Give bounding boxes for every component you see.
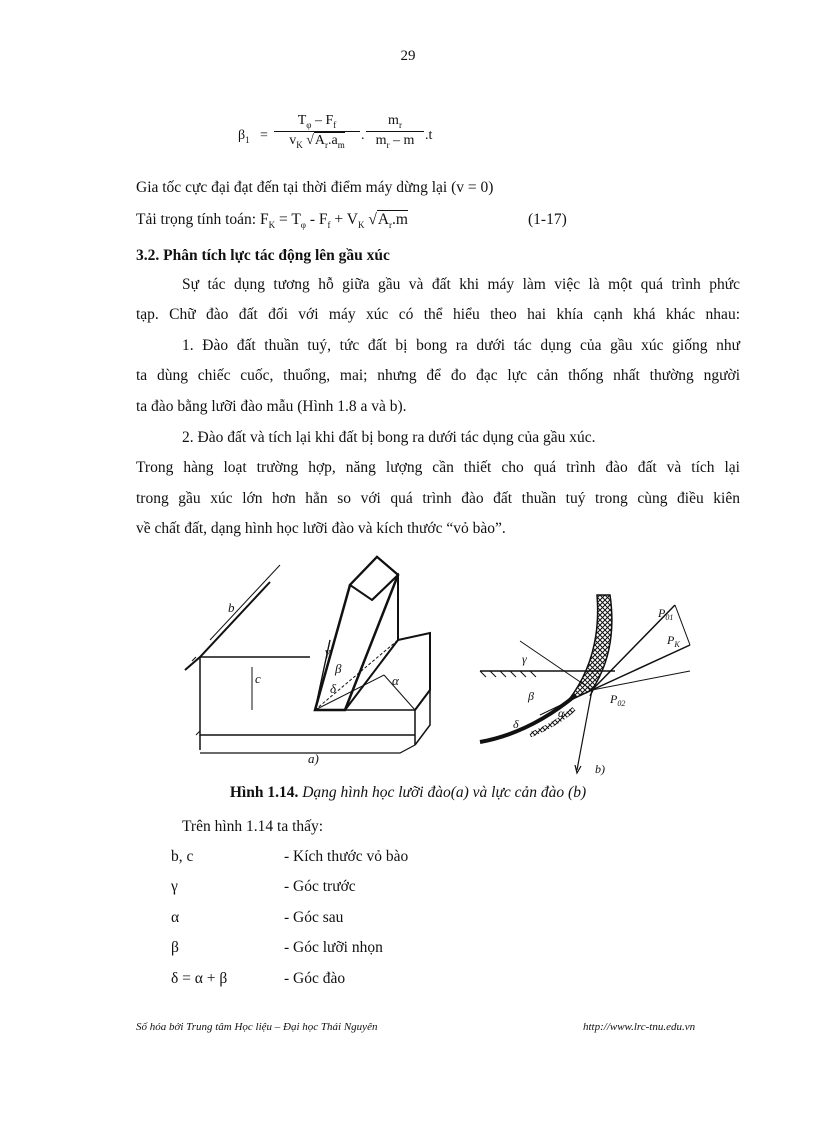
footer-left: Số hóa bởi Trung tâm Học liệu – Đại học Thái Nguyên bbox=[136, 1021, 378, 1033]
definitions-intro: Trên hình 1.14 ta thấy: bbox=[182, 818, 324, 835]
beta-ray bbox=[540, 690, 592, 715]
paragraph-line: ta dùng chiếc cuốc, thuổng, mai; nhưng để đo đạc lực cản thống nhất thường người bbox=[136, 367, 740, 384]
paragraph-line: tạp. Chữ đào đất đối với máy xúc có thể hiểu theo hai khía cạnh khá khác nhau: bbox=[136, 306, 740, 323]
label-p01: $P_{01}$ bbox=[658, 606, 674, 622]
label-b2: b) bbox=[595, 762, 605, 776]
definition-desc: - Kích thước vỏ bào bbox=[284, 848, 409, 865]
caption-text: Dạng hình học lưỡi đào(a) và lực cản đào (b) bbox=[298, 784, 587, 801]
figure-drawing bbox=[170, 545, 730, 780]
paragraph-line: trong gầu xúc lớn hơn hẳn so với quá trình đào đất thuần tuý trong cùng điều kiên bbox=[136, 490, 740, 507]
label-beta: β bbox=[335, 661, 342, 676]
label-pk: $P_K$ bbox=[667, 633, 680, 649]
paragraph-line: Trong hàng loạt trường hợp, năng lượng cần thiết cho quá trình đào đất và tích lại bbox=[136, 459, 740, 476]
formula-beta bbox=[238, 113, 438, 163]
section-heading: 3.2. Phân tích lực tác động lên gầu xúc bbox=[136, 247, 390, 264]
text-accel: Gia tốc cực đại đạt đến tại thời điểm máy dừng lại (v = 0) bbox=[136, 179, 494, 196]
vertical-line bbox=[577, 690, 592, 770]
definition-term: b, c bbox=[171, 848, 194, 865]
label-c: c bbox=[255, 671, 261, 686]
label-delta: δ bbox=[330, 681, 337, 696]
caption-label: Hình 1.14. bbox=[229, 784, 299, 801]
definition-desc: - Góc đào bbox=[284, 970, 346, 987]
equation-number: (1-17) bbox=[528, 211, 567, 228]
label-gamma: γ bbox=[325, 644, 331, 659]
block-front-face bbox=[200, 657, 415, 735]
label-b: b bbox=[228, 600, 235, 615]
paragraph-line: ta đào bằng lưỡi đào mẫu (Hình 1.8 a và b). bbox=[136, 398, 407, 415]
formula-fraction-2: $\frac{m_r}{m_r - m}$ bbox=[366, 113, 424, 150]
formula-eq: = bbox=[260, 128, 268, 143]
page-number: 29 bbox=[400, 48, 416, 64]
formula-fraction-1: $\frac{T_\varphi - F_f}{v_K √A_r.a_m}$ bbox=[274, 113, 360, 150]
paragraph-line: 1. Đào đất thuần tuý, tức đất bị bong ra dưới tác dụng của gầu xúc giống như bbox=[182, 337, 740, 354]
text-load-formula: Tải trọng tính toán: $F_K = T_\varphi - F_f + V_K$ $√A_r.m$ bbox=[136, 211, 408, 231]
definition-term: γ bbox=[171, 878, 178, 895]
chip-hatched bbox=[568, 595, 612, 701]
paragraph-line: 2. Đào đất và tích lại khi đất bị bong ra dưới tác dụng của gầu xúc. bbox=[182, 429, 596, 446]
definition-term: α bbox=[171, 909, 180, 926]
label-delta-b: δ bbox=[513, 717, 519, 731]
block-ledge bbox=[200, 710, 415, 750]
paragraph-line: về chất đất, dạng hình học lưỡi đào và kích thước “vỏ bào”. bbox=[136, 520, 506, 537]
formula-dot: . bbox=[361, 128, 365, 143]
label-a: a) bbox=[308, 751, 319, 766]
formula-tail: .t bbox=[425, 128, 433, 143]
figure-caption bbox=[0, 784, 816, 802]
definition-term: β bbox=[171, 939, 179, 956]
label-gamma-b: γ bbox=[522, 652, 527, 666]
definition-desc: - Góc sau bbox=[284, 909, 344, 926]
gamma-ray bbox=[520, 641, 592, 690]
label-alpha-b: α bbox=[558, 706, 565, 720]
label-beta-b: β bbox=[528, 689, 534, 703]
block-right-side bbox=[415, 690, 430, 745]
label-alpha: α bbox=[392, 673, 399, 688]
label-p02: $P_{02}$ bbox=[610, 692, 626, 708]
alpha-line bbox=[384, 675, 415, 710]
definition-term: δ = α + β bbox=[171, 970, 228, 987]
dim-b-line bbox=[210, 565, 280, 640]
paragraph-line: Sự tác dụng tương hỗ giữa gầu và đất khi máy làm việc là một quá trình phức bbox=[182, 276, 740, 293]
formula-lhs: $\beta_1$ bbox=[238, 128, 250, 145]
figure-a bbox=[185, 557, 430, 753]
footer-right: http://www.lrc-tnu.edu.vn bbox=[583, 1021, 696, 1033]
figure-b bbox=[480, 595, 690, 773]
definition-desc: - Góc trước bbox=[284, 878, 356, 895]
definition-desc: - Góc lưỡi nhọn bbox=[284, 939, 383, 956]
definitions-list bbox=[171, 848, 571, 998]
force-p02 bbox=[592, 671, 690, 690]
figure-1-14 bbox=[170, 545, 730, 780]
blade-block bbox=[398, 633, 430, 710]
